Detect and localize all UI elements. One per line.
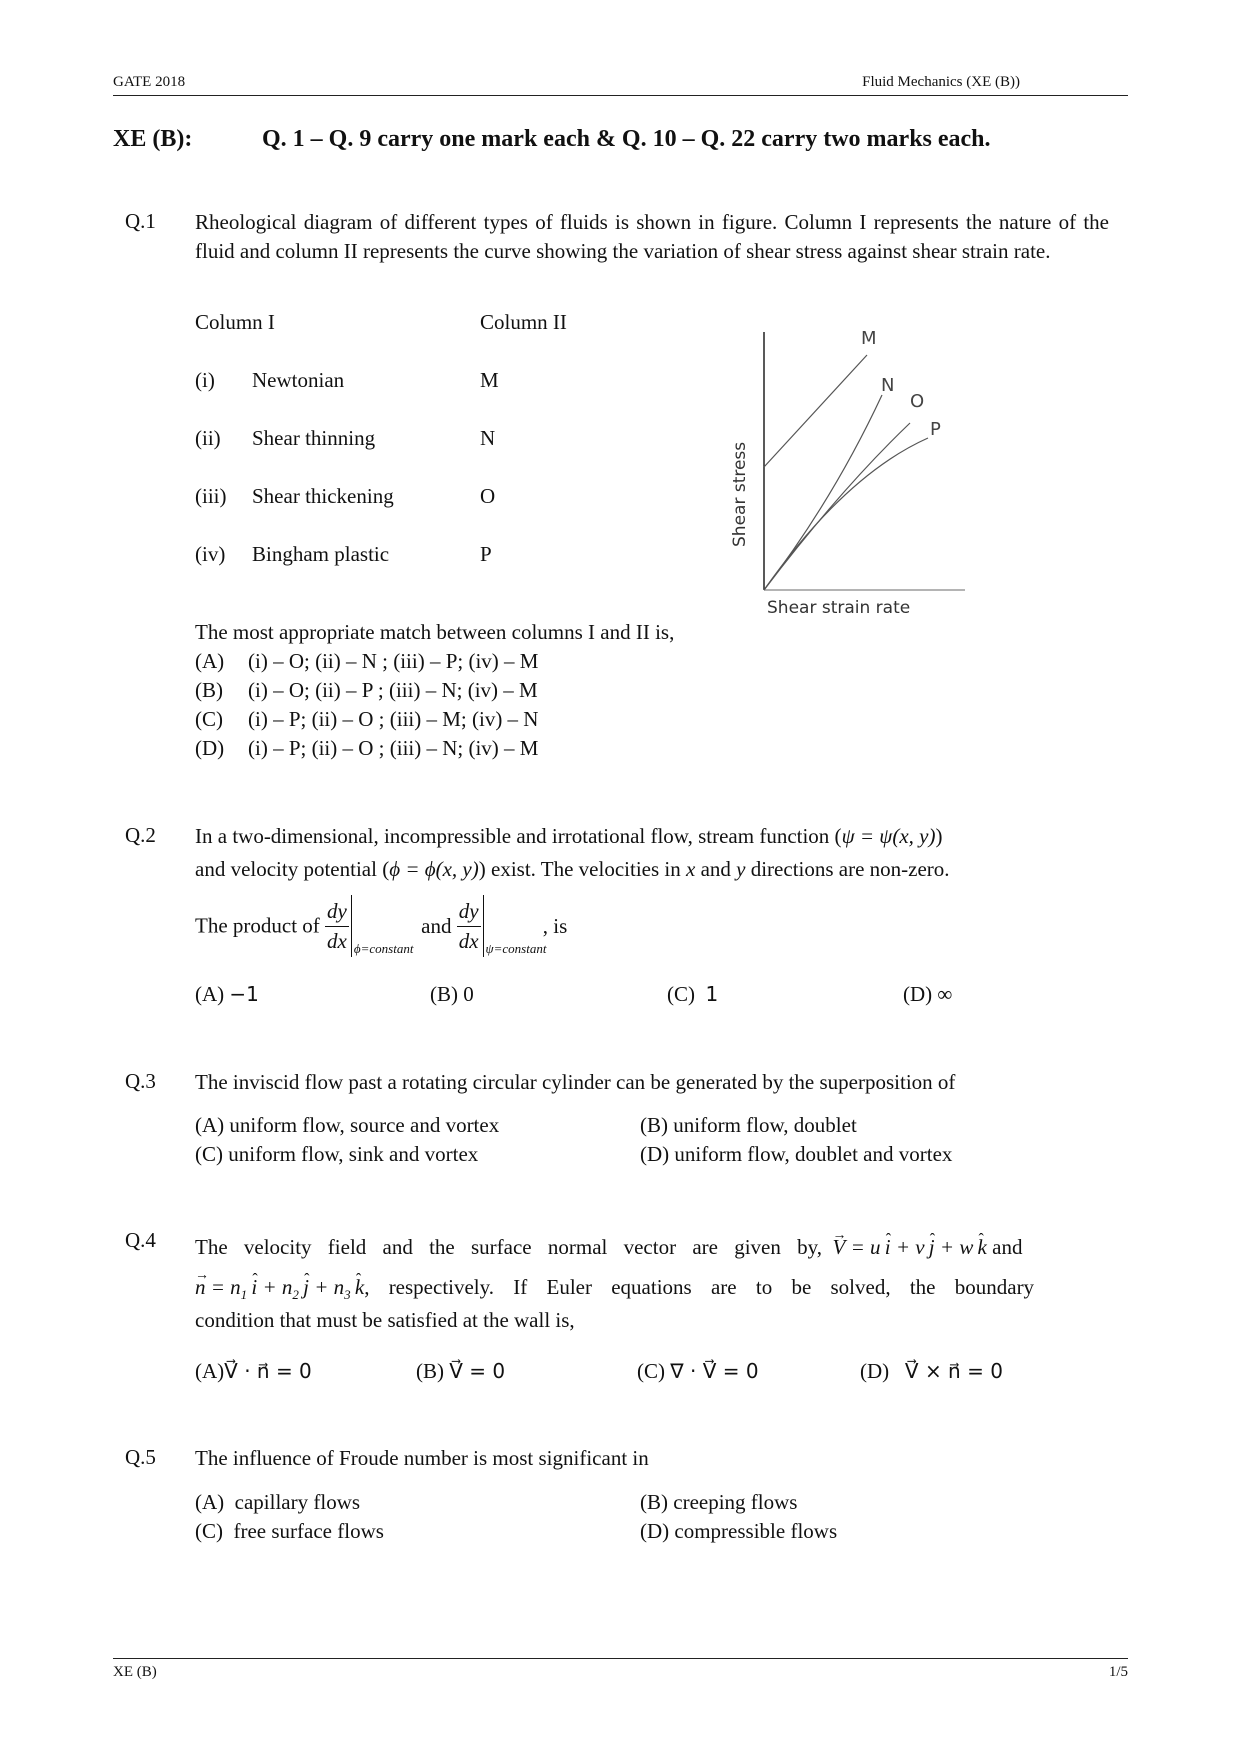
q1-row-idx: (iii) (195, 484, 227, 508)
q1-row-curve: O (480, 484, 496, 508)
q1-row-curve: N (480, 426, 496, 450)
header-right: Fluid Mechanics (XE (B)) (862, 74, 1020, 90)
curve-o (764, 423, 910, 590)
q4-line1: The velocity field and the surface normal vector are given by, → V = u ˆ i + v ˆ j + w ˆ k and (195, 1233, 1135, 1262)
q1-row-curve: P (480, 542, 492, 566)
curve-m (764, 355, 867, 467)
q3-option-d: (D) uniform flow, doublet and vortex (640, 1142, 953, 1166)
q1-row-name: Bingham plastic (252, 542, 390, 566)
q1-row-curve: M (480, 368, 499, 392)
q5-number: Q.5 (125, 1445, 156, 1469)
curve-label-p: P (930, 419, 941, 440)
q1-number: Q.1 (125, 209, 156, 233)
q4-option-c: (C) ∇ · V⃗ = 0 (637, 1359, 759, 1383)
q4-option-b: (B) V⃗ = 0 (416, 1359, 506, 1383)
q3-text: The inviscid flow past a rotating circular cylinder can be generated by the superposition of (195, 1070, 956, 1094)
q1-option-text: (i) – O; (ii) – P ; (iii) – N; (iv) – M (248, 678, 538, 702)
q1-col2-header: Column II (480, 310, 567, 334)
q3-number: Q.3 (125, 1069, 156, 1093)
q4-line3: condition that must be satisfied at the wall is, (195, 1308, 575, 1332)
q2-option-b: (B) 0 (430, 982, 474, 1006)
curve-label-m: M (861, 328, 877, 349)
q3-option-c: (C) uniform flow, sink and vortex (195, 1142, 479, 1166)
q1-option-label: (A) (195, 649, 225, 673)
x-axis-label: Shear strain rate (767, 598, 911, 618)
q4-line2: → $n = n_1$ ˆ $i + n_2$ ˆ $j + n_3$ ˆ k, respectively. If Euler equations are to be solved, the boundary (195, 1273, 1034, 1309)
q1-option-label: (D) (195, 736, 225, 760)
q1-text: Rheological diagram of different types of fluids is shown in figure. Column I represents the nature of the fluid and column II represents the curve showing the variation of shear stress against shear strain rate. (195, 210, 1109, 263)
q1-col1-header: Column I (195, 310, 275, 334)
q4-option-a: (A)V⃗ · n⃗ = 0 (195, 1359, 312, 1383)
footer-rule (113, 1658, 1128, 1659)
q1-option-text: (i) – P; (ii) – O ; (iii) – N; (iv) – M (248, 736, 539, 760)
y-axis-label: Shear stress (730, 441, 750, 547)
q1-option-text: (i) – P; (ii) – O ; (iii) – M; (iv) – N (248, 707, 539, 731)
curve-n (764, 395, 882, 590)
q1-prompt: The most appropriate match between columns I and II is, (195, 620, 675, 644)
q2-option-c: (C) 1 (667, 982, 719, 1006)
footer-left: XE (B) (113, 1664, 157, 1680)
q1-row-idx: (iv) (195, 542, 226, 566)
curve-p (764, 438, 928, 590)
q5-text: The influence of Froude number is most significant in (195, 1446, 649, 1470)
q1-row-idx: (ii) (195, 426, 221, 450)
q5-option-c: (C) free surface flows (195, 1519, 384, 1543)
section-marks: Q. 1 – Q. 9 carry one mark each & Q. 10 – Q. 22 carry two marks each. (262, 126, 991, 152)
fraction-dy-dx-psi: $\frac{dy}{dx}$ (458, 898, 479, 953)
curve-label-n: N (881, 375, 895, 396)
q5-option-a: (A) capillary flows (195, 1490, 361, 1514)
velocity-expression: → V = u ˆ i + v ˆ j + w ˆ k (827, 1235, 987, 1259)
q2-option-d: (D) ∞ (903, 982, 953, 1006)
header-left: GATE 2018 (113, 74, 186, 90)
q1-row-idx: (i) (195, 368, 215, 392)
q2-option-a: (A) −1 (195, 982, 259, 1006)
q1-row-name: Newtonian (252, 368, 345, 392)
q1-option-label: (B) (195, 678, 223, 702)
q2-number: Q.2 (125, 823, 156, 847)
q2-product-line: The product of $\frac{dy}{dx}$ ϕ=constant and $\frac{dy}{dx}$ ψ=constant , is (195, 895, 567, 957)
rheology-diagram (715, 315, 975, 620)
q4-number: Q.4 (125, 1228, 156, 1252)
q1-option-label: (C) (195, 707, 223, 731)
q3-option-b: (B) uniform flow, doublet (640, 1113, 857, 1137)
q1-option-text: (i) – O; (ii) – N ; (iii) – P; (iv) – M (248, 649, 539, 673)
q5-option-d: (D) compressible flows (640, 1519, 838, 1543)
section-code: XE (B): (113, 126, 193, 152)
page-number: 1/5 (1108, 1664, 1128, 1680)
q1-row-name: Shear thickening (252, 484, 394, 508)
q3-option-a: (A) uniform flow, source and vortex (195, 1113, 500, 1137)
curve-label-o: O (910, 391, 925, 412)
q2-line1: In a two-dimensional, incompressible and irrotational flow, stream function (ψ = ψ(x, y)) (195, 824, 943, 848)
normal-expression: → $n = n_1$ ˆ $i + n_2$ ˆ $j + n_3$ ˆ k (195, 1275, 364, 1299)
q4-option-d: (D) V⃗ × n⃗ = 0 (860, 1359, 1003, 1383)
evaluation-bar: ψ=constant (483, 895, 484, 957)
fraction-dy-dx-phi: $\frac{dy}{dx}$ (327, 898, 347, 953)
q5-option-b: (B) creeping flows (640, 1490, 798, 1514)
q2-line2: and velocity potential (ϕ = ϕ(x, y)) exist. The velocities in x and y directions are non-zero. (195, 857, 950, 881)
header-rule (113, 95, 1128, 96)
evaluation-bar: ϕ=constant (351, 895, 352, 957)
q1-row-name: Shear thinning (252, 426, 376, 450)
